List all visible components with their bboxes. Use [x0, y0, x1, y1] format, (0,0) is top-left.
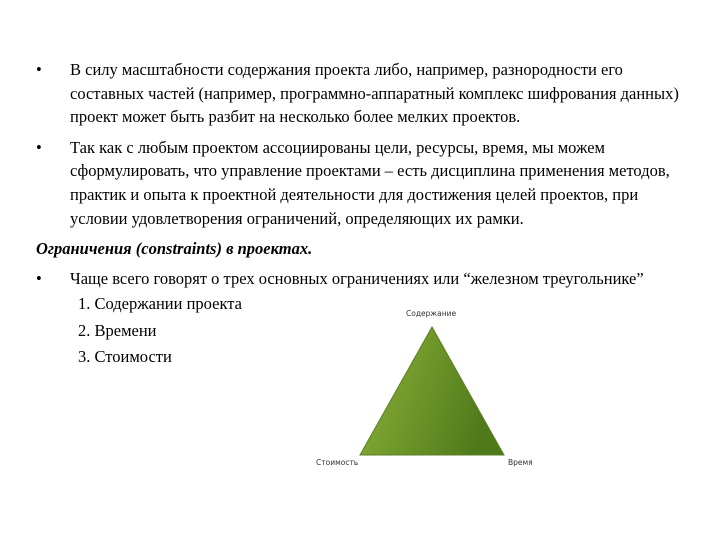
numbered-item-time: 2. Времени — [78, 320, 157, 340]
triangle-label-content: Содержание — [406, 309, 457, 318]
bullet-text: Так как с любым проектом ассоциированы цели, ресурсы, время, мы можем сформулировать, что управление проектами – есть дисциплина применения методов, практик и опыта к проектной деятельности для достижения целей проектов, при условии удовлетворения ограничений, определяющих их рамки. — [70, 137, 670, 228]
iron-triangle-diagram — [310, 305, 540, 475]
triangle-label-time: Время — [508, 458, 533, 467]
bullet-item-3 — [36, 267, 686, 291]
bullet-mark: • — [36, 137, 42, 157]
bullet-item-2 — [36, 136, 686, 230]
numbered-item-content: 1. Содержании проекта — [78, 294, 242, 314]
bullet-mark: • — [36, 60, 42, 79]
bullet-text: Чаще всего говорят о трех основных ограничениях или “железном треугольнике” — [70, 268, 644, 288]
numbered-item-cost: 3. Стоимости — [78, 347, 172, 367]
section-heading: Ограничения (constraints) в проектах. — [36, 239, 313, 259]
triangle-shape — [360, 327, 504, 455]
bullet-mark: • — [36, 268, 42, 288]
triangle-graphic — [310, 305, 540, 475]
bullet-text: В силу масштабности содержания проекта либо, например, разнородности его составных частей (например, программно-аппаратный комплекс шифрования данных) проект может быть разбит на несколько более мелких проектов. — [70, 60, 679, 127]
triangle-label-cost: Стоимость — [316, 458, 359, 467]
bullet-item-1 — [36, 58, 686, 129]
